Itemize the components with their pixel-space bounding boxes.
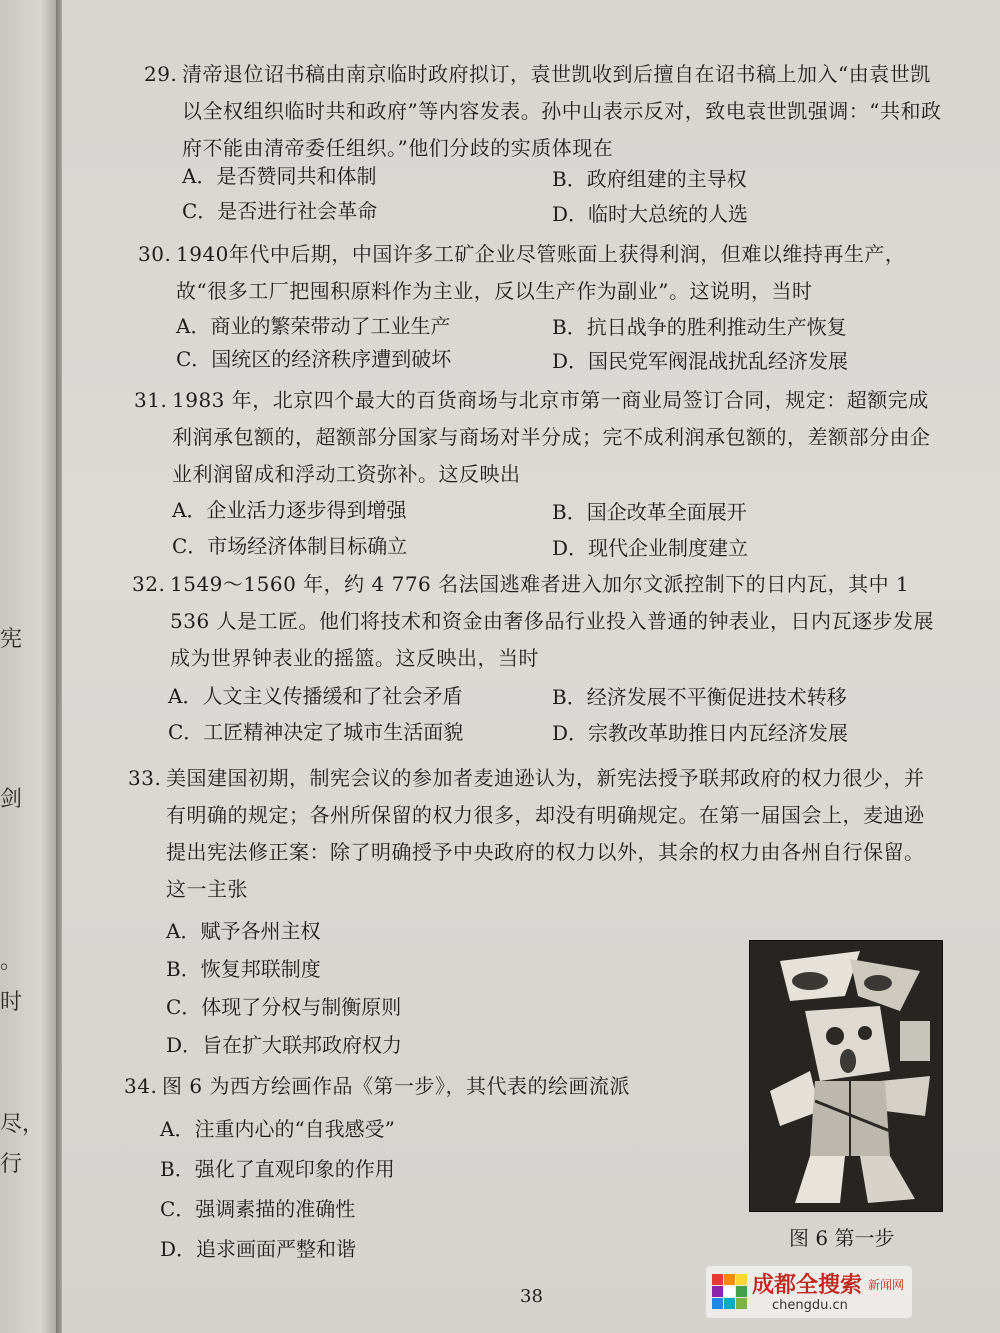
question-stem: 1940年代中后期，中国许多工矿企业尽管账面上获得利润，但难以维持再生产，故“很多工厂把囤积原料作为主业，反以生产作为副业”。这说明，当时 (176, 242, 906, 303)
option-b: B．强化了直观印象的作用 (160, 1157, 395, 1181)
watermark-url: chengdu.cn (772, 1298, 848, 1313)
option-b: B．恢复邦联制度 (166, 957, 321, 981)
option-a: A．赋予各州主权 (166, 919, 321, 943)
margin-fragment: 尽， (0, 1112, 45, 1137)
page-number: 38 (520, 1286, 543, 1307)
cubist-painting-figure (749, 940, 943, 1212)
question-30 (138, 236, 944, 310)
margin-fragment: 行 (0, 1152, 23, 1177)
option-d: D．国民党军阀混战扰乱经济发展 (552, 349, 849, 373)
option-a: A．注重内心的“自我感受” (160, 1117, 395, 1141)
option-c: C．工匠精神决定了城市生活面貌 (168, 720, 464, 744)
figure-caption: 图 6 第一步 (789, 1226, 895, 1250)
question-number: 34. (124, 1074, 158, 1098)
option-b: B．抗日战争的胜利推动生产恢复 (552, 315, 847, 339)
question-number: 30. (138, 242, 172, 266)
option-a: A．是否赞同共和体制 (182, 164, 377, 188)
margin-fragment: 宪 (0, 627, 23, 652)
margin-fragment: 剑 (0, 787, 23, 812)
question-29 (144, 56, 944, 167)
option-d: D．临时大总统的人选 (552, 202, 749, 226)
question-stem: 美国建国初期，制宪会议的参加者麦迪逊认为，新宪法授予联邦政府的权力很少，并有明确的规定；各州所保留的权力很多，却没有明确规定。在第一届国会上，麦迪逊提出宪法修正案：除了明确授予中央政府的权力以外，其余的权力由各州自行保留。这一主张 (166, 766, 925, 901)
option-b: B．政府组建的主导权 (552, 167, 747, 191)
option-d: D．旨在扩大联邦政府权力 (166, 1033, 403, 1057)
painting-first-step-icon (750, 941, 942, 1211)
option-a: A．人文主义传播缓和了社会矛盾 (168, 684, 463, 708)
option-c: C．体现了分权与制衡原则 (166, 995, 402, 1019)
option-b: B．国企改革全面展开 (552, 500, 747, 524)
option-c: C．国统区的经济秩序遭到破坏 (176, 347, 452, 371)
exam-page (62, 0, 1000, 1333)
option-d: D．宗教改革助推日内瓦经济发展 (552, 721, 849, 745)
watermark-title: 成都全搜索 (752, 1273, 863, 1298)
margin-fragment: 。 (0, 949, 23, 974)
watermark (706, 1266, 912, 1318)
colorful-square-logo-icon (712, 1274, 748, 1310)
question-number: 29. (144, 62, 178, 86)
question-32 (132, 566, 944, 677)
margin-fragment: 时 (0, 990, 23, 1015)
watermark-subtitle: 新闻网 (868, 1278, 905, 1292)
question-34 (124, 1068, 744, 1105)
question-number: 31. (134, 388, 168, 412)
question-stem: 图 6 为西方绘画作品《第一步》，其代表的绘画流派 (162, 1074, 630, 1098)
question-stem: 1549～1560 年，约 4 776 名法国逃难者进入加尔文派控制下的日内瓦，其中 1 536 人是工匠。他们将技术和资金由奢侈品行业投入普通的钟表业，日内瓦逐步发展成为世界钟表业的摇篮。这反映出，当时 (170, 572, 935, 670)
option-c: C．是否进行社会革命 (182, 199, 378, 223)
option-c: C．强调素描的准确性 (160, 1197, 356, 1221)
option-d: D．现代企业制度建立 (552, 536, 749, 560)
option-d: D．追求画面严整和谐 (160, 1237, 357, 1261)
option-c: C．市场经济体制目标确立 (172, 534, 408, 558)
adjacent-page-edge (0, 0, 58, 1333)
question-stem: 1983 年，北京四个最大的百货商场与北京市第一商业局签订合同，规定：超额完成利润承包额的，超额部分国家与商场对半分成；完不成利润承包额的，差额部分由企业利润留成和浮动工资弥补。这反映出 (172, 388, 931, 486)
option-a: A．商业的繁荣带动了工业生产 (176, 314, 451, 338)
question-stem: 清帝退位诏书稿由南京临时政府拟订，袁世凯收到后擅自在诏书稿上加入“由袁世凯以全权组织临时共和政府”等内容发表。孙中山表示反对，致电袁世凯强调：“共和政府不能由清帝委任组织。”他们分歧的实质体现在 (182, 62, 942, 160)
question-number: 32. (132, 572, 166, 596)
option-a: A．企业活力逐步得到增强 (172, 498, 407, 522)
option-b: B．经济发展不平衡促进技术转移 (552, 685, 847, 709)
question-31 (134, 382, 946, 493)
question-number: 33. (128, 766, 162, 790)
question-33 (128, 760, 944, 908)
